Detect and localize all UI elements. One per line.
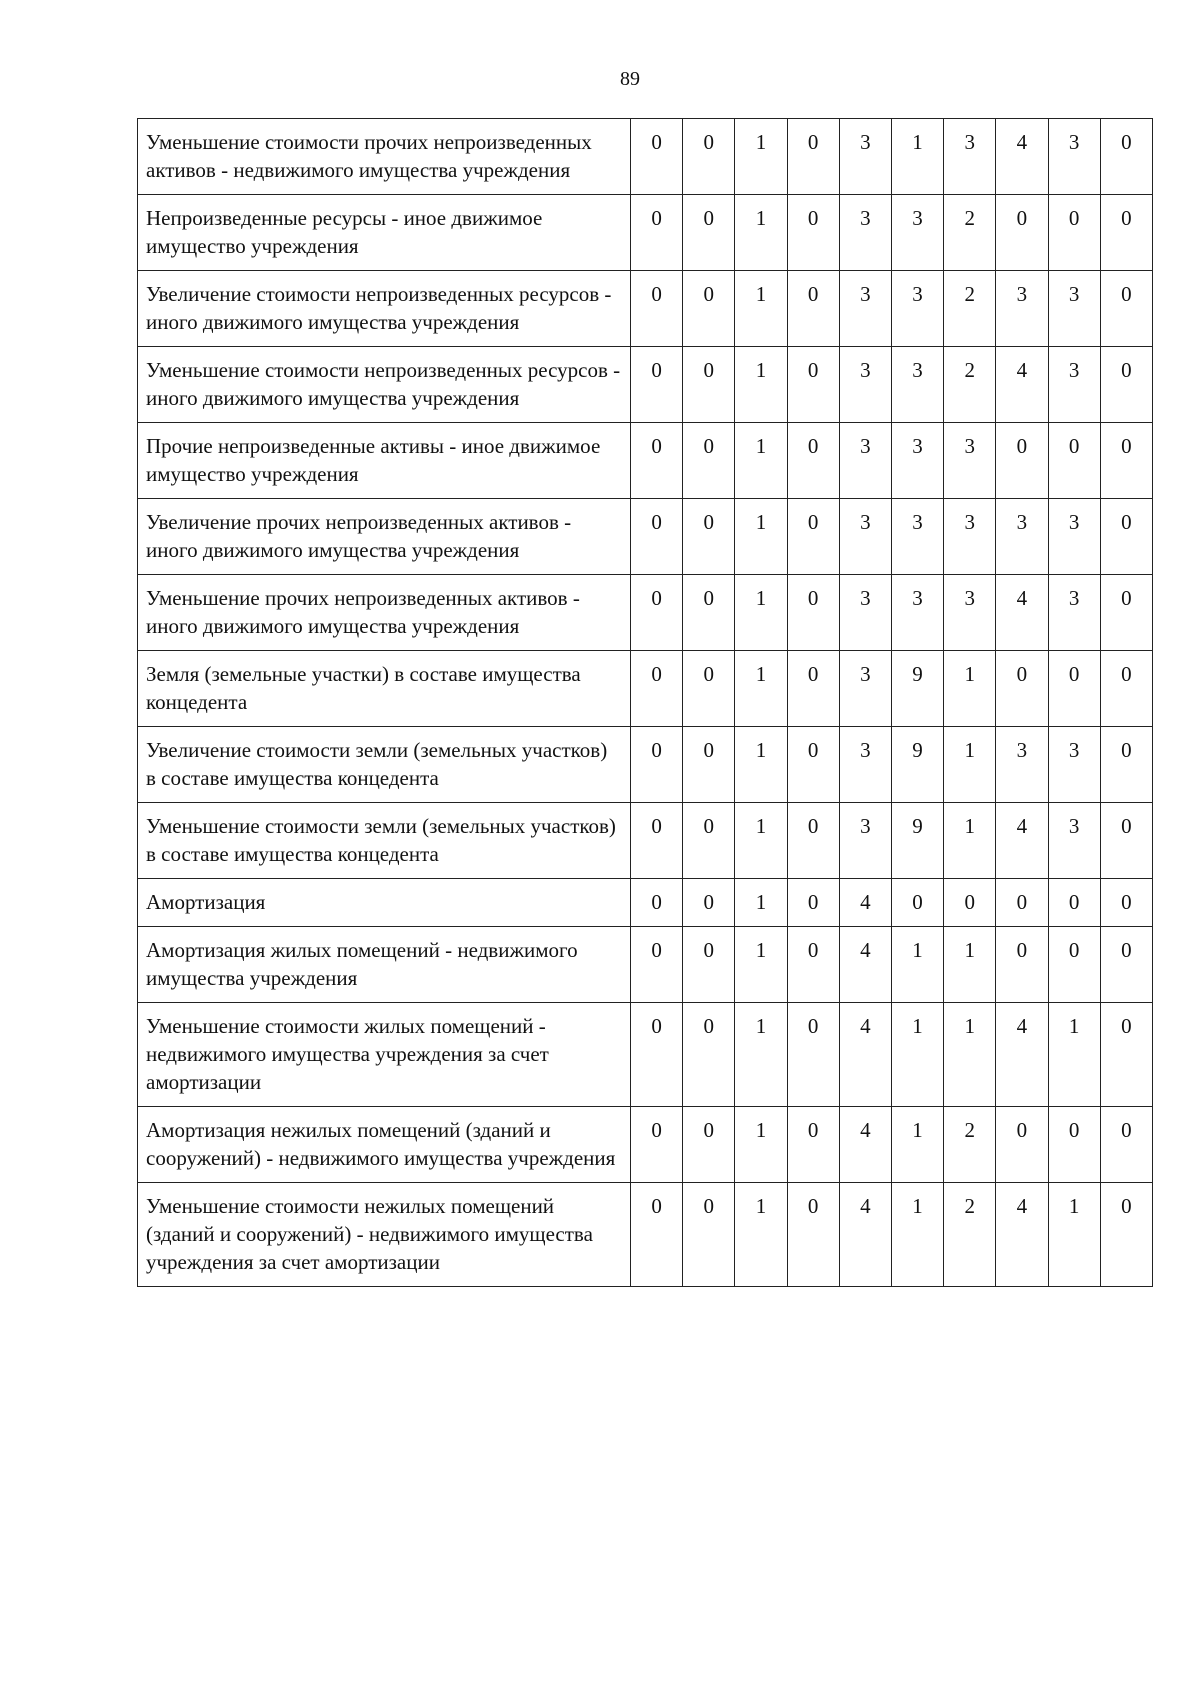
code-digit: 1 [944,651,996,727]
code-digit: 9 [891,727,943,803]
code-digit: 1 [735,499,787,575]
code-digit: 0 [631,927,683,1003]
code-digit: 1 [1048,1183,1100,1287]
row-label: Земля (земельные участки) в составе имущества концедента [138,651,631,727]
code-digit: 0 [631,423,683,499]
code-digit: 1 [735,879,787,927]
code-digit: 3 [1048,499,1100,575]
code-digit: 0 [1100,575,1152,651]
table-row [138,499,1153,575]
code-digit: 3 [1048,347,1100,423]
code-digit: 0 [944,879,996,927]
code-digit: 4 [839,1183,891,1287]
code-digit: 3 [996,271,1048,347]
code-digit: 0 [683,271,735,347]
code-digit: 0 [631,1107,683,1183]
code-digit: 3 [839,727,891,803]
code-digit: 3 [839,195,891,271]
code-digit: 2 [944,271,996,347]
code-digit: 3 [891,271,943,347]
code-digit: 0 [683,879,735,927]
code-digit: 1 [735,651,787,727]
code-digit: 2 [944,1183,996,1287]
row-label: Амортизация жилых помещений - недвижимого имущества учреждения [138,927,631,1003]
code-digit: 3 [891,423,943,499]
code-digit: 4 [996,347,1048,423]
code-digit: 0 [1100,347,1152,423]
code-digit: 0 [683,499,735,575]
code-digit: 1 [735,195,787,271]
code-digit: 0 [996,1107,1048,1183]
code-digit: 0 [683,1183,735,1287]
code-digit: 4 [996,575,1048,651]
code-digit: 2 [944,347,996,423]
table-row [138,879,1153,927]
code-digit: 1 [891,119,943,195]
code-digit: 0 [683,347,735,423]
row-label: Увеличение прочих непроизведенных активов - иного движимого имущества учреждения [138,499,631,575]
code-digit: 0 [631,347,683,423]
code-digit: 0 [1100,1183,1152,1287]
code-digit: 0 [683,727,735,803]
code-digit: 3 [996,727,1048,803]
code-digit: 0 [787,803,839,879]
code-digit: 0 [631,119,683,195]
code-digit: 3 [1048,803,1100,879]
code-digit: 0 [787,1107,839,1183]
code-digit: 3 [1048,271,1100,347]
code-digit: 4 [996,803,1048,879]
code-digit: 2 [944,1107,996,1183]
code-digit: 3 [839,271,891,347]
code-digit: 0 [631,803,683,879]
table-row [138,803,1153,879]
code-digit: 3 [891,347,943,423]
table-row [138,271,1153,347]
code-digit: 3 [891,195,943,271]
code-digit: 3 [839,499,891,575]
table-row [138,195,1153,271]
code-digit: 0 [996,423,1048,499]
code-digit: 1 [735,1003,787,1107]
code-digit: 3 [839,651,891,727]
code-digit: 0 [1100,1003,1152,1107]
code-digit: 4 [839,879,891,927]
code-digit: 9 [891,803,943,879]
code-digit: 1 [1048,1003,1100,1107]
code-digit: 0 [787,119,839,195]
code-digit: 4 [996,119,1048,195]
code-digit: 2 [944,195,996,271]
row-label: Уменьшение стоимости прочих непроизведенных активов - недвижимого имущества учреждения [138,119,631,195]
code-digit: 0 [1048,1107,1100,1183]
code-digit: 1 [891,927,943,1003]
code-digit: 0 [1100,271,1152,347]
code-digit: 4 [839,1003,891,1107]
table-body [138,119,1153,1287]
code-digit: 3 [944,119,996,195]
code-digit: 3 [839,423,891,499]
row-label: Прочие непроизведенные активы - иное движимое имущество учреждения [138,423,631,499]
code-digit: 1 [735,119,787,195]
code-digit: 3 [839,575,891,651]
code-digit: 0 [683,423,735,499]
code-digit: 0 [787,727,839,803]
code-digit: 1 [735,1107,787,1183]
code-digit: 0 [787,879,839,927]
code-digit: 0 [1100,727,1152,803]
table-row [138,575,1153,651]
code-digit: 0 [631,1003,683,1107]
code-digit: 0 [1048,927,1100,1003]
code-digit: 0 [683,651,735,727]
row-label: Непроизведенные ресурсы - иное движимое имущество учреждения [138,195,631,271]
code-digit: 0 [631,575,683,651]
code-digit: 1 [735,927,787,1003]
code-digit: 3 [1048,727,1100,803]
code-digit: 9 [891,651,943,727]
code-digit: 0 [1100,499,1152,575]
code-digit: 0 [787,271,839,347]
row-label: Уменьшение стоимости непроизведенных ресурсов - иного движимого имущества учреждения [138,347,631,423]
code-digit: 0 [631,499,683,575]
code-digit: 1 [735,271,787,347]
code-digit: 0 [996,879,1048,927]
code-digit: 0 [1048,879,1100,927]
code-digit: 1 [891,1183,943,1287]
code-digit: 3 [996,499,1048,575]
code-digit: 0 [1048,195,1100,271]
table-row [138,423,1153,499]
code-digit: 0 [1100,927,1152,1003]
row-label: Увеличение стоимости земли (земельных участков) в составе имущества концедента [138,727,631,803]
code-digit: 1 [735,423,787,499]
code-digit: 0 [683,119,735,195]
table-row [138,727,1153,803]
code-digit: 1 [944,803,996,879]
code-digit: 0 [683,803,735,879]
row-label: Амортизация [138,879,631,927]
code-digit: 1 [891,1107,943,1183]
code-digit: 0 [683,1003,735,1107]
code-digit: 4 [996,1183,1048,1287]
code-digit: 3 [891,499,943,575]
code-digit: 1 [735,727,787,803]
code-digit: 3 [891,575,943,651]
code-digit: 1 [735,1183,787,1287]
code-digit: 1 [891,1003,943,1107]
code-digit: 0 [683,1107,735,1183]
code-digit: 1 [944,1003,996,1107]
account-codes-table [137,118,1153,1287]
code-digit: 0 [996,927,1048,1003]
code-digit: 0 [996,651,1048,727]
code-digit: 0 [891,879,943,927]
code-digit: 0 [787,1183,839,1287]
code-digit: 3 [944,499,996,575]
code-digit: 0 [631,879,683,927]
code-digit: 3 [1048,119,1100,195]
row-label: Уменьшение стоимости жилых помещений - недвижимого имущества учреждения за счет амортизации [138,1003,631,1107]
code-digit: 0 [787,499,839,575]
code-digit: 0 [1100,803,1152,879]
table-row [138,1107,1153,1183]
code-digit: 0 [1048,423,1100,499]
code-digit: 1 [944,727,996,803]
code-digit: 0 [683,575,735,651]
code-digit: 0 [631,727,683,803]
code-digit: 0 [787,423,839,499]
code-digit: 1 [944,927,996,1003]
code-digit: 3 [839,347,891,423]
code-digit: 3 [839,119,891,195]
code-digit: 0 [631,271,683,347]
code-digit: 0 [787,195,839,271]
code-digit: 0 [1100,119,1152,195]
code-digit: 0 [1100,195,1152,271]
code-digit: 3 [944,575,996,651]
code-digit: 0 [787,575,839,651]
table-row [138,1183,1153,1287]
table-row [138,927,1153,1003]
code-digit: 1 [735,575,787,651]
table-row [138,119,1153,195]
row-label: Уменьшение стоимости земли (земельных участков) в составе имущества концедента [138,803,631,879]
code-digit: 0 [787,347,839,423]
code-digit: 4 [996,1003,1048,1107]
row-label: Уменьшение прочих непроизведенных активов - иного движимого имущества учреждения [138,575,631,651]
code-digit: 3 [1048,575,1100,651]
code-digit: 0 [787,1003,839,1107]
table-row [138,651,1153,727]
code-digit: 0 [996,195,1048,271]
code-digit: 0 [1100,651,1152,727]
code-digit: 1 [735,803,787,879]
code-digit: 0 [1100,879,1152,927]
table-row [138,347,1153,423]
code-digit: 0 [631,195,683,271]
code-digit: 0 [683,195,735,271]
code-digit: 0 [631,651,683,727]
code-digit: 0 [1100,1107,1152,1183]
code-digit: 0 [1048,651,1100,727]
code-digit: 0 [1100,423,1152,499]
code-digit: 0 [683,927,735,1003]
page-number: 89 [620,68,640,90]
code-digit: 3 [944,423,996,499]
code-digit: 0 [631,1183,683,1287]
row-label: Увеличение стоимости непроизведенных ресурсов - иного движимого имущества учреждения [138,271,631,347]
row-label: Уменьшение стоимости нежилых помещений (зданий и сооружений) - недвижимого имущества учреждения за счет амортизации [138,1183,631,1287]
code-digit: 3 [839,803,891,879]
row-label: Амортизация нежилых помещений (зданий и сооружений) - недвижимого имущества учреждения [138,1107,631,1183]
code-digit: 0 [787,651,839,727]
code-digit: 4 [839,927,891,1003]
code-digit: 4 [839,1107,891,1183]
code-digit: 1 [735,347,787,423]
table-row [138,1003,1153,1107]
code-digit: 0 [787,927,839,1003]
